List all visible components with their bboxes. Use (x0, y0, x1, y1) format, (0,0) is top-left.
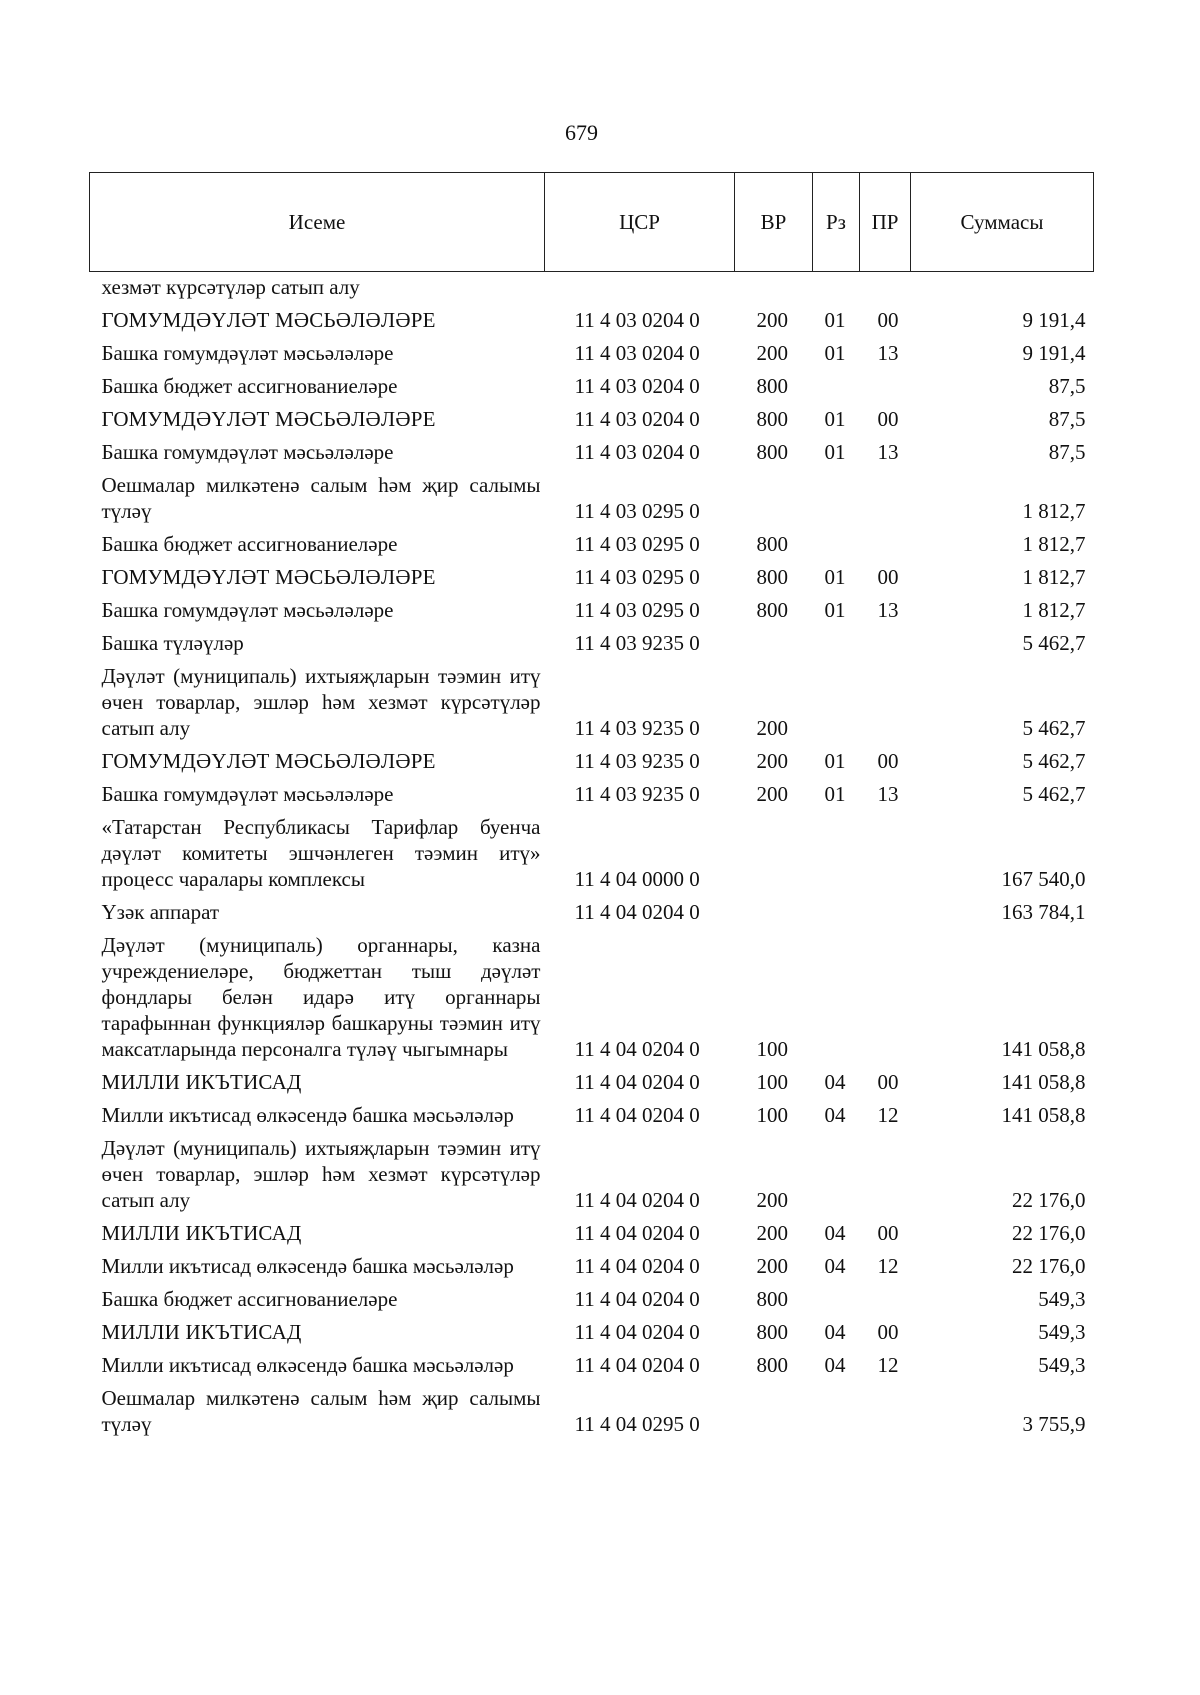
cell-pr (860, 1132, 911, 1217)
cell-name: Башка гомумдәүләт мәсьәләләре (101, 341, 394, 365)
cell-vr: 800 (756, 565, 788, 589)
cell-csr: 11 4 04 0000 0 (574, 867, 700, 891)
cell-csr: 11 4 04 0204 0 (574, 1254, 700, 1278)
cell-rz: 01 (824, 440, 846, 464)
cell-vr: 800 (756, 1353, 788, 1377)
table-row (90, 745, 1094, 778)
cell-pr: 12 (877, 1353, 899, 1377)
cell-name: хезмәт күрсәтүләр сатып алу (101, 275, 360, 299)
cell-pr: 00 (877, 308, 899, 332)
cell-pr: 00 (877, 749, 899, 773)
cell-sum: 22 176,0 (1012, 1254, 1086, 1278)
table-row (90, 370, 1094, 403)
cell-sum: 549,3 (1038, 1320, 1086, 1344)
cell-vr: 100 (756, 1103, 788, 1127)
cell-name: Башка гомумдәүләт мәсьәләләре (101, 782, 394, 806)
cell-csr: 11 4 04 0204 0 (574, 900, 700, 924)
header-pr: ПР (860, 173, 911, 272)
cell-name: Үзәк аппарат (101, 900, 220, 924)
cell-name: МИЛЛИ ИКЪТИСАД (101, 1221, 302, 1245)
header-sum: Суммасы (911, 173, 1094, 272)
cell-sum: 1 812,7 (1022, 598, 1086, 622)
cell-name: Милли икътисад өлкәсендә башка мәсьәләләр (101, 1254, 514, 1278)
cell-rz: 01 (824, 749, 846, 773)
cell-vr: 800 (756, 1287, 788, 1311)
cell-sum: 87,5 (1048, 440, 1086, 464)
cell-sum: 22 176,0 (1012, 1221, 1086, 1245)
cell-sum: 5 462,7 (1022, 631, 1086, 655)
cell-rz (813, 627, 860, 660)
cell-name: Башка бюджет ассигнованиеләре (101, 1287, 398, 1311)
cell-pr: 12 (877, 1254, 899, 1278)
table-row (90, 1099, 1094, 1132)
cell-pr: 13 (877, 782, 899, 806)
header-name: Исеме (90, 173, 545, 272)
cell-vr: 800 (756, 1320, 788, 1344)
cell-csr: 11 4 04 0204 0 (574, 1103, 700, 1127)
table-row (90, 469, 1094, 528)
table-row (90, 660, 1094, 745)
cell-csr: 11 4 03 9235 0 (574, 716, 700, 740)
table-row (90, 1349, 1094, 1382)
cell-sum: 9 191,4 (1022, 308, 1086, 332)
cell-name: Оешмалар милкәтенә салым һәм җир салымы түләү (101, 1386, 541, 1436)
cell-sum: 87,5 (1048, 374, 1086, 398)
cell-rz: 01 (824, 308, 846, 332)
cell-name: Дәүләт (муниципаль) ихтыяҗларын тәэмин итү өчен товарлар, эшләр һәм хезмәт күрсәтүләр сатып алу (101, 1136, 541, 1212)
cell-csr: 11 4 04 0204 0 (574, 1320, 700, 1344)
table-row (90, 594, 1094, 627)
table-body (90, 272, 1094, 1442)
cell-pr (860, 896, 911, 929)
cell-rz (813, 1283, 860, 1316)
cell-pr: 13 (877, 440, 899, 464)
cell-csr: 11 4 03 0295 0 (574, 532, 700, 556)
cell-pr: 00 (877, 1070, 899, 1094)
cell-sum: 549,3 (1038, 1353, 1086, 1377)
cell-vr: 200 (756, 341, 788, 365)
table-row (90, 1250, 1094, 1283)
cell-vr: 200 (756, 308, 788, 332)
cell-csr: 11 4 04 0204 0 (574, 1353, 700, 1377)
cell-pr: 00 (877, 407, 899, 431)
cell-vr: 100 (756, 1037, 788, 1061)
cell-vr: 800 (756, 374, 788, 398)
cell-sum: 5 462,7 (1022, 716, 1086, 740)
cell-name: Башка гомумдәүләт мәсьәләләре (101, 440, 394, 464)
cell-rz: 01 (824, 598, 846, 622)
cell-sum: 87,5 (1048, 407, 1086, 431)
cell-sum: 9 191,4 (1022, 341, 1086, 365)
cell-pr: 13 (877, 598, 899, 622)
table-row (90, 627, 1094, 660)
header-vr: ВР (735, 173, 813, 272)
cell-vr: 100 (756, 1070, 788, 1094)
cell-csr: 11 4 04 0204 0 (574, 1287, 700, 1311)
cell-sum: 167 540,0 (1001, 867, 1086, 891)
cell-rz (813, 896, 860, 929)
table-row (90, 896, 1094, 929)
cell-name: МИЛЛИ ИКЪТИСАД (101, 1320, 302, 1344)
cell-pr (860, 1382, 911, 1441)
cell-rz (813, 1132, 860, 1217)
table-row (90, 436, 1094, 469)
cell-rz: 04 (824, 1103, 846, 1127)
cell-csr: 11 4 03 0204 0 (574, 440, 700, 464)
cell-rz: 01 (824, 341, 846, 365)
cell-vr: 200 (756, 1221, 788, 1245)
cell-sum: 141 058,8 (1001, 1037, 1086, 1061)
cell-rz (813, 469, 860, 528)
cell-rz: 04 (824, 1353, 846, 1377)
cell-vr: 200 (756, 1188, 788, 1212)
cell-vr (735, 811, 813, 896)
table-row (90, 1316, 1094, 1349)
cell-rz: 01 (824, 565, 846, 589)
cell-pr: 13 (877, 341, 899, 365)
cell-rz (813, 660, 860, 745)
cell-vr (735, 272, 813, 305)
cell-rz (813, 811, 860, 896)
cell-vr: 800 (756, 407, 788, 431)
table-row (90, 272, 1094, 305)
table-row (90, 337, 1094, 370)
table-row (90, 929, 1094, 1066)
cell-rz: 04 (824, 1221, 846, 1245)
table-row (90, 304, 1094, 337)
table-row (90, 811, 1094, 896)
table-row (90, 1217, 1094, 1250)
table-row (90, 403, 1094, 436)
cell-pr (860, 1283, 911, 1316)
table-row (90, 778, 1094, 811)
table-row (90, 1066, 1094, 1099)
cell-name: МИЛЛИ ИКЪТИСАД (101, 1070, 302, 1094)
cell-rz (813, 272, 860, 305)
cell-csr: 11 4 03 0204 0 (574, 341, 700, 365)
cell-name: Оешмалар милкәтенә салым һәм җир салымы түләү (101, 473, 541, 523)
cell-name: Башка бюджет ассигнованиеләре (101, 374, 398, 398)
cell-name: Милли икътисад өлкәсендә башка мәсьәләләр (101, 1103, 514, 1127)
cell-rz: 04 (824, 1320, 846, 1344)
cell-sum: 1 812,7 (1022, 499, 1086, 523)
table-header (90, 173, 1094, 272)
cell-sum (911, 272, 1094, 305)
cell-csr: 11 4 03 0204 0 (574, 308, 700, 332)
table-row (90, 1382, 1094, 1441)
cell-rz (813, 528, 860, 561)
cell-csr (545, 272, 735, 305)
cell-rz: 01 (824, 407, 846, 431)
cell-pr (860, 660, 911, 745)
cell-rz: 04 (824, 1070, 846, 1094)
cell-csr: 11 4 04 0204 0 (574, 1070, 700, 1094)
cell-vr: 200 (756, 1254, 788, 1278)
cell-pr (860, 272, 911, 305)
cell-rz: 04 (824, 1254, 846, 1278)
cell-name: Дәүләт (муниципаль) органнары, казна учреждениеләре, бюджеттан тыш дәүләт фондлары белән идарә итү органнары тарафыннан функцияләр башкаруны тәэмин итү максатларында персоналга түләү чыгымнары (101, 933, 541, 1061)
cell-vr: 800 (756, 440, 788, 464)
cell-sum: 141 058,8 (1001, 1070, 1086, 1094)
cell-sum: 5 462,7 (1022, 782, 1086, 806)
cell-vr: 800 (756, 532, 788, 556)
cell-pr (860, 627, 911, 660)
cell-name: ГОМУМДӘҮЛӘТ МӘСЬӘЛӘЛӘРЕ (101, 565, 436, 589)
cell-vr (735, 627, 813, 660)
cell-csr: 11 4 03 9235 0 (574, 749, 700, 773)
cell-name: Милли икътисад өлкәсендә башка мәсьәләләр (101, 1353, 514, 1377)
cell-pr (860, 811, 911, 896)
cell-name: ГОМУМДӘҮЛӘТ МӘСЬӘЛӘЛӘРЕ (101, 749, 436, 773)
cell-pr (860, 528, 911, 561)
table-row (90, 1283, 1094, 1316)
cell-vr: 200 (756, 716, 788, 740)
page-number: 679 (565, 120, 598, 145)
cell-name: «Татарстан Республикасы Тарифлар буенча дәүләт комитеты эшчәнлеген тәэмин итү» процесс чаралары комплексы (101, 815, 541, 891)
cell-rz (813, 929, 860, 1066)
header-csr: ЦСР (545, 173, 735, 272)
cell-vr: 200 (756, 749, 788, 773)
table-row (90, 1132, 1094, 1217)
cell-csr: 11 4 04 0295 0 (574, 1412, 700, 1436)
cell-vr: 800 (756, 598, 788, 622)
cell-sum: 1 812,7 (1022, 532, 1086, 556)
cell-csr: 11 4 03 9235 0 (574, 631, 700, 655)
cell-csr: 11 4 04 0204 0 (574, 1037, 700, 1061)
cell-sum: 22 176,0 (1012, 1188, 1086, 1212)
cell-vr (735, 469, 813, 528)
cell-rz: 01 (824, 782, 846, 806)
cell-csr: 11 4 03 0204 0 (574, 374, 700, 398)
cell-vr: 200 (756, 782, 788, 806)
cell-pr: 12 (877, 1103, 899, 1127)
table-row (90, 528, 1094, 561)
cell-rz (813, 370, 860, 403)
cell-name: ГОМУМДӘҮЛӘТ МӘСЬӘЛӘЛӘРЕ (101, 308, 436, 332)
header-rz: Рз (813, 173, 860, 272)
cell-csr: 11 4 03 0295 0 (574, 598, 700, 622)
cell-sum: 3 755,9 (1022, 1412, 1086, 1436)
cell-csr: 11 4 03 0295 0 (574, 565, 700, 589)
cell-csr: 11 4 03 9235 0 (574, 782, 700, 806)
cell-pr (860, 929, 911, 1066)
cell-sum: 163 784,1 (1001, 900, 1086, 924)
cell-sum: 549,3 (1038, 1287, 1086, 1311)
cell-rz (813, 1382, 860, 1441)
cell-pr: 00 (877, 565, 899, 589)
cell-vr (735, 896, 813, 929)
cell-csr: 11 4 03 0204 0 (574, 407, 700, 431)
cell-csr: 11 4 03 0295 0 (574, 499, 700, 523)
cell-sum: 1 812,7 (1022, 565, 1086, 589)
cell-vr (735, 1382, 813, 1441)
cell-name: Башка бюджет ассигнованиеләре (101, 532, 398, 556)
cell-name: Дәүләт (муниципаль) ихтыяҗларын тәэмин итү өчен товарлар, эшләр һәм хезмәт күрсәтүләр сатып алу (101, 664, 541, 740)
cell-name: Башка түләүләр (101, 631, 244, 655)
cell-csr: 11 4 04 0204 0 (574, 1188, 700, 1212)
cell-sum: 5 462,7 (1022, 749, 1086, 773)
budget-table (89, 172, 1094, 1441)
cell-csr: 11 4 04 0204 0 (574, 1221, 700, 1245)
cell-pr (860, 370, 911, 403)
table-row (90, 561, 1094, 594)
cell-name: ГОМУМДӘҮЛӘТ МӘСЬӘЛӘЛӘРЕ (101, 407, 436, 431)
cell-pr: 00 (877, 1221, 899, 1245)
cell-pr (860, 469, 911, 528)
cell-pr: 00 (877, 1320, 899, 1344)
cell-sum: 141 058,8 (1001, 1103, 1086, 1127)
cell-name: Башка гомумдәүләт мәсьәләләре (101, 598, 394, 622)
